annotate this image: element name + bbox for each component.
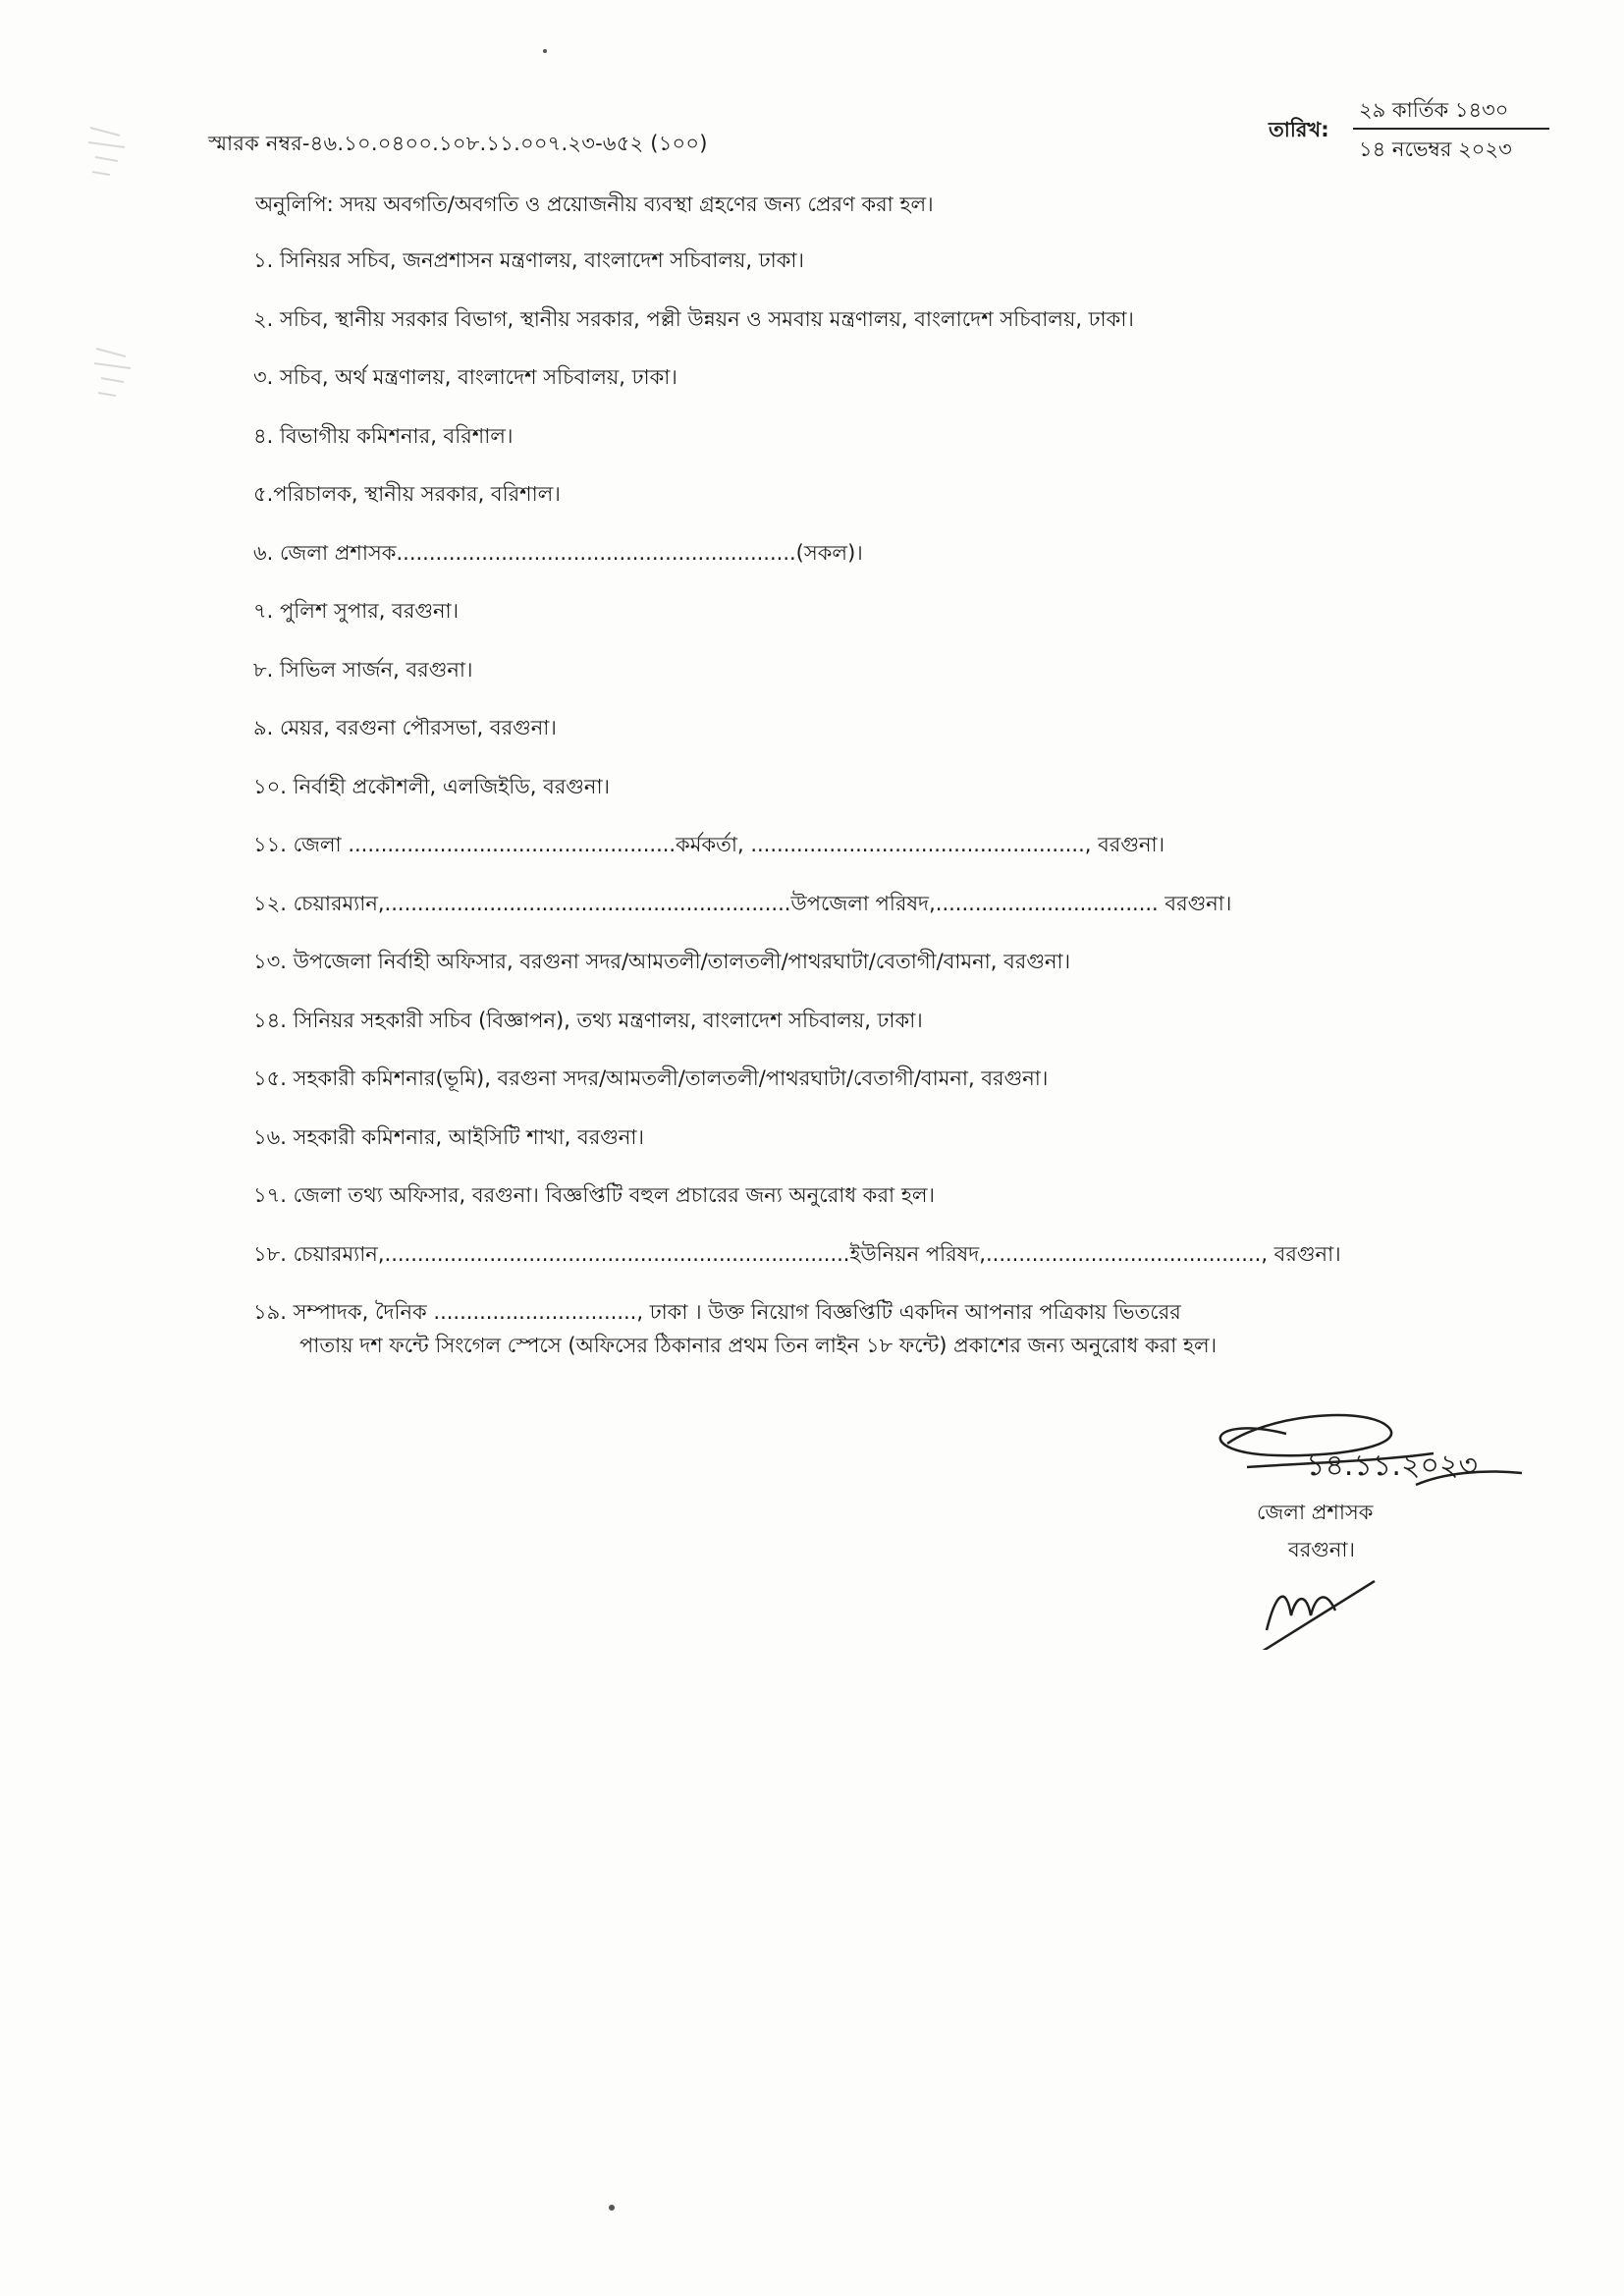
scan-dust-top (543, 49, 547, 53)
list-item: ১০. নির্বাহী প্রকৌশলী, এলজিইডি, বরগুনা। (253, 774, 611, 798)
copy-intro: অনুলিপি: সদয় অবগতি/অবগতি ও প্রয়োজনীয় ব্যবস্থা গ্রহণের জন্য প্রেরণ করা হল। (255, 192, 934, 216)
handwritten-date: ১৪.১১.২০২৩ (1306, 1449, 1478, 1483)
scan-smudge-top-left (81, 118, 139, 187)
list-item: ১৬. সহকারী কমিশনার, আইসিটি শাখা, বরগুনা। (253, 1124, 645, 1149)
list-item-continuation: পাতায় দশ ফন্টে সিংগেল স্পেসে (অফিসের ঠিকানার প্রথম তিন লাইন ১৮ ফন্টে) প্রকাশের জন্য অনুরোধ করা হল। (299, 1334, 1218, 1357)
list-item: ১৯. সম্পাদক, দৈনিক ..............................., ঢাকা । উক্ত নিয়োগ বিজ্ঞপ্তিটি একদিন আপনার পত্রিকায় ভিতরের (253, 1300, 1181, 1324)
date-divider (1353, 128, 1549, 130)
date-gregorian: ১৪ নভেম্বর ২০২৩ (1359, 137, 1512, 161)
list-item: ১২. চেয়ারম্যান,..............................................................উপজেলা পরিষদ,.................................. বরগুনা। (253, 891, 1232, 915)
list-item: ৮. সিভিল সার্জন, বরগুনা। (253, 657, 473, 682)
list-item: ১. সিনিয়র সচিব, জনপ্রশাসন মন্ত্রণালয়, বাংলাদেশ সচিবালয়, ঢাকা। (253, 248, 804, 272)
date-bangla: ২৯ কার্তিক ১৪৩০ (1359, 98, 1509, 122)
list-item: ৭. পুলিশ সুপার, বরগুনা। (253, 599, 460, 623)
memo-number: স্মারক নম্বর-৪৬.১০.০৪০০.১০৮.১১.০০৭.২৩-৬৫২ (১০০) (208, 132, 708, 155)
list-item: ১৩. উপজেলা নির্বাহী অফিসার, বরগুনা সদর/আমতলী/তালতলী/পাথরঘাটা/বেতাগী/বামনা, বরগুনা। (253, 950, 1071, 973)
list-item: ৪. বিভাগীয় কমিশনার, বরিশাল। (253, 423, 514, 448)
scan-dust-bottom (609, 2205, 615, 2211)
list-item: ১৫. সহকারী কমিশনার(ভূমি), বরগুনা সদর/আমতলী/তালতলী/পাথরঘাটা/বেতাগী/বামনা, বরগুনা। (253, 1066, 1049, 1090)
scan-smudge-mid-left (86, 339, 145, 408)
distribution-list (253, 246, 1549, 1356)
list-item: ১৮. চেয়ারম্যান,.......................................................................ইউনিয়ন পরিষদ,.........................................., বরগুনা। (253, 1241, 1341, 1266)
list-item: ৩. সচিব, অর্থ মন্ত্রণালয়, বাংলাদেশ সচিবালয়, ঢাকা। (253, 365, 677, 389)
signature-block (1188, 1394, 1581, 1689)
list-item: ৬. জেলা প্রশাসক.............................................................(সকল)। (253, 540, 863, 565)
list-item: ১৪. সিনিয়র সহকারী সচিব (বিজ্ঞাপন), তথ্য মন্ত্রণালয়, বাংলাদেশ সচিবালয়, ঢাকা। (253, 1008, 923, 1032)
list-item: ১৭. জেলা তথ্য অফিসার, বরগুনা। বিজ্ঞপ্তিটি বহুল প্রচারের জন্য অনুরোধ করা হল। (253, 1183, 936, 1207)
signatory-title: জেলা প্রশাসক (1257, 1501, 1374, 1524)
date-block (1269, 90, 1563, 169)
signatory-place: বরগুনা। (1288, 1538, 1355, 1561)
list-item: ২. সচিব, স্থানীয় সরকার বিভাগ, স্থানীয় সরকার, পল্লী উন্নয়ন ও সমবায় মন্ত্রণালয়, বাংলাদেশ সচিবালয়, ঢাকা। (253, 306, 1134, 331)
handwritten-signature (1188, 1394, 1581, 1650)
list-item: ৫.পরিচালক, স্থানীয় সরকার, বরিশাল। (253, 482, 561, 506)
list-item: ১১. জেলা ..................................................কর্মকর্তা, ..................................................., বরগুনা। (253, 833, 1165, 856)
date-label: তারিখ: (1269, 118, 1329, 141)
list-item: ৯. মেয়র, বরগুনা পৌরসভা, বরগুনা। (253, 716, 557, 739)
